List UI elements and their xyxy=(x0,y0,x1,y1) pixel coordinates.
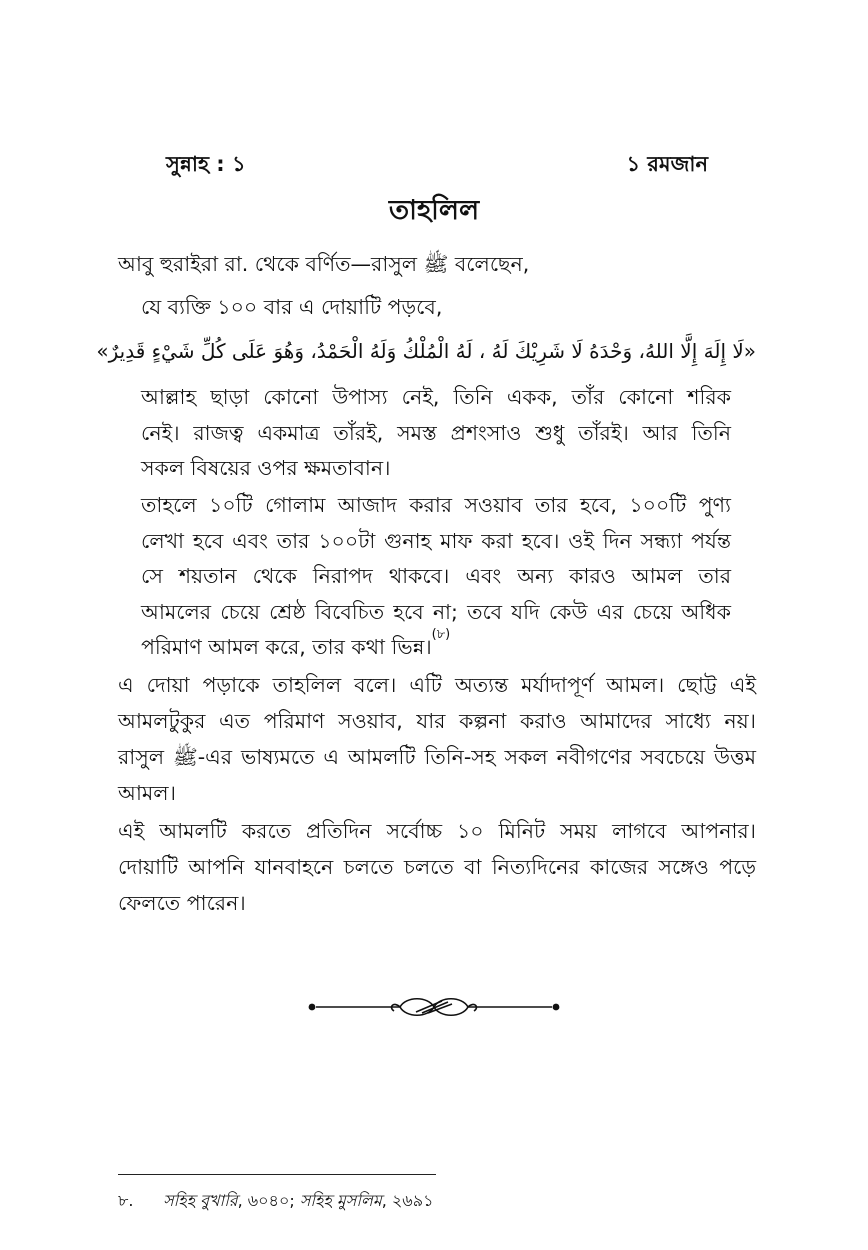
chapter-title: তাহলিল xyxy=(388,195,480,226)
virtue-line: লেখা হবে এবং তার ১০০টা গুনাহ মাফ করা হবে। ওই দিন সন্ধ্যা পর্যন্ত xyxy=(141,528,731,553)
explanation-line: আমল। xyxy=(118,781,176,805)
virtue-line: সে শয়তান থেকে নিরাপদ থাকবে। এবং অন্য কারও আমল তার xyxy=(141,564,731,588)
explanation-line: রাসুল ﷺ-এর ভাষ্যমতে এ আমলটি তিনি-সহ সকল নবীগণের সবচেয়ে উত্তম xyxy=(118,745,756,769)
running-header-sunnah: সুন্নাহ : ১ xyxy=(166,152,246,176)
hadith-intro: আবু হুরাইরা রা. থেকে বর্ণিত—রাসুল ﷺ বলেছেন, xyxy=(118,252,530,276)
explanation-line: এ দোয়া পড়াকে তাহলিল বলে। এটি অত্যন্ত মর্যাদাপূর্ণ আমল। ছোট্ট এই xyxy=(118,673,756,697)
tip-line: দোয়াটি আপনি যানবাহনে চলতে চলতে বা নিত্যদিনের কাজের সঙ্গেও পড়ে xyxy=(118,855,756,879)
hadith-condition: যে ব্যক্তি ১০০ বার এ দোয়াটি পড়বে, xyxy=(141,295,443,319)
dua-virtue xyxy=(141,488,731,666)
explanation-paragraph xyxy=(118,667,756,811)
footnote-source-muslim: সহিহ মুসলিম xyxy=(299,1191,382,1210)
translation-line: সকল বিষয়ের ওপর ক্ষমতাবান। xyxy=(141,456,391,480)
virtue-line-text: পরিমাণ আমল করে, তার কথা ভিন্ন। xyxy=(141,635,432,659)
footnote-divider xyxy=(118,1174,436,1175)
footnote-ref[interactable]: (৮) xyxy=(431,627,451,642)
arabic-dua: «لَا إِلَهَ إِلَّا اللهُ، وَحْدَهُ لَا شَرِيْكَ لَهُ ، لَهُ الْمُلْكُ وَلَهُ الْحَمْدُ، وَهُوَ عَلَى كُلِّ شَيْءٍ قَدِيرٌ» xyxy=(96,339,756,363)
practice-tip-paragraph xyxy=(118,813,756,921)
footnote-number: ৮. xyxy=(118,1191,134,1210)
running-header-date: ১ রমজান xyxy=(626,152,708,176)
translation-line: আল্লাহ ছাড়া কোনো উপাস্য নেই, তিনি একক, তাঁর কোনো শরিক xyxy=(141,385,731,409)
explanation-line: আমলটুকুর এত পরিমাণ সওয়াব, যার কল্পনা করাও আমাদের সাধ্যে নয়। xyxy=(118,709,756,733)
dua-translation xyxy=(141,380,731,487)
tip-line: ফেলতে পারেন। xyxy=(118,891,246,915)
translation-line: নেই। রাজত্ব একমাত্র তাঁরই, সমস্ত প্রশংসাও শুধু তাঁরই। আর তিনি xyxy=(141,420,731,445)
footnote xyxy=(118,1188,433,1215)
footnote-ref-muslim: , ২৬৯১ xyxy=(381,1191,434,1210)
tip-line: এই আমলটি করতে প্রতিদিন সর্বোচ্চ ১০ মিনিট সময় লাগবে আপনার। xyxy=(118,819,756,843)
virtue-line: তাহলে ১০টি গোলাম আজাদ করার সওয়াব তার হবে, ১০০টি পুণ্য xyxy=(141,493,731,517)
virtue-line-last xyxy=(141,627,731,666)
virtue-line: আমলের চেয়ে শ্রেষ্ঠ বিবেচিত হবে না; তবে যদি কেউ এর চেয়ে অধিক xyxy=(141,599,731,624)
footnote-ref-bukhari: , ৬০৪০; xyxy=(237,1191,300,1210)
flourish-divider-icon xyxy=(304,992,564,1022)
footnote-source-bukhari: সহিহ বুখারি xyxy=(163,1191,238,1210)
